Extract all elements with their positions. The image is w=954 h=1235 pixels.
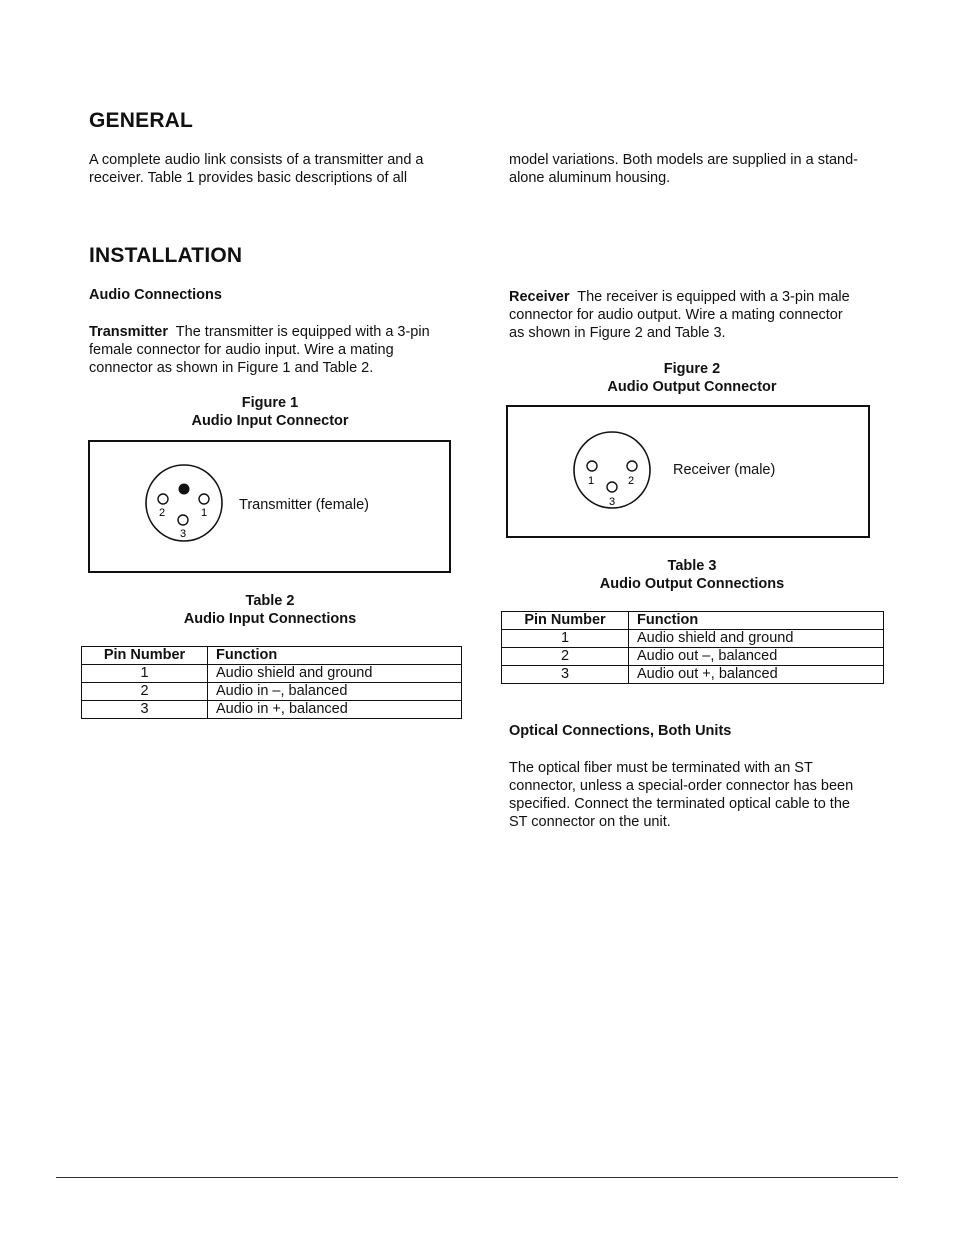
- pin-3-label: 3: [180, 528, 187, 540]
- transmitter-paragraph: [89, 323, 454, 377]
- transmitter-lead: Transmitter: [89, 324, 168, 340]
- pin-2-label: 2: [628, 475, 635, 487]
- receiver-text: The receiver is equipped with a 3-pin male connector for audio output. Wire a mating connector as shown in Figure 2 and Table 3.: [509, 289, 850, 341]
- optical-connections-text: The optical fiber must be terminated with an ST connector, unless a special-order connector has been specified. Connect the terminated optical cable to the ST connector on the unit.: [509, 760, 854, 830]
- function-cell: Audio out +, balanced: [629, 666, 884, 684]
- pin-1-hole: [199, 494, 209, 504]
- pin-2: [627, 461, 637, 471]
- function-cell: Audio shield and ground: [629, 630, 884, 648]
- figure2-number: Figure 2: [663, 361, 721, 377]
- figure2-title: Audio Output Connector: [607, 379, 777, 395]
- pin-number-cell: 3: [502, 666, 629, 684]
- pin-3: [607, 482, 617, 492]
- figure2-box: [506, 405, 870, 538]
- pin-1-label: 1: [588, 475, 595, 487]
- general-text-left: A complete audio link consists of a transmitter and a receiver. Table 1 provides basic descriptions of all: [89, 152, 424, 186]
- pin-1: [587, 461, 597, 471]
- table-row: [82, 701, 462, 719]
- column-header: Function: [629, 612, 884, 630]
- table-row: [82, 665, 462, 683]
- table2-caption: [89, 592, 451, 628]
- optical-connections-heading: Optical Connections, Both Units: [509, 723, 732, 739]
- table-row: [502, 648, 884, 666]
- female-xlr-connector-icon: [143, 461, 225, 545]
- function-cell: Audio shield and ground: [208, 665, 462, 683]
- pin-number-cell: 3: [82, 701, 208, 719]
- figure1-title: Audio Input Connector: [191, 413, 349, 429]
- function-cell: Audio in –, balanced: [208, 683, 462, 701]
- pin-3-hole: [178, 515, 188, 525]
- figure1-number: Figure 1: [241, 395, 299, 411]
- table-row: [502, 666, 884, 684]
- table2-number: Table 2: [245, 593, 295, 609]
- table3-caption: [507, 557, 877, 593]
- pin-1-label: 1: [201, 507, 208, 519]
- receiver-lead: Receiver: [509, 289, 570, 305]
- footer-rule: [56, 1177, 898, 1178]
- figure1-label: Transmitter (female): [239, 497, 369, 513]
- pin-number-cell: 2: [502, 648, 629, 666]
- table3-title: Audio Output Connections: [599, 576, 785, 592]
- general-heading: GENERAL: [89, 109, 194, 132]
- table-row: [82, 683, 462, 701]
- table3-number: Table 3: [667, 558, 717, 574]
- column-header: Pin Number: [82, 647, 208, 665]
- transmitter-text: The transmitter is equipped with a 3-pin female connector for audio input. Wire a mating connector as shown in Figure 1 and Table 2.: [89, 324, 430, 376]
- pin-number-cell: 1: [502, 630, 629, 648]
- pin-number-cell: 1: [82, 665, 208, 683]
- table2: [81, 646, 462, 719]
- table3: [501, 611, 884, 684]
- installation-heading: INSTALLATION: [89, 244, 243, 267]
- function-cell: Audio in +, balanced: [208, 701, 462, 719]
- pin-number-cell: 2: [82, 683, 208, 701]
- column-header: Function: [208, 647, 462, 665]
- column-header: Pin Number: [502, 612, 629, 630]
- figure2-label: Receiver (male): [673, 462, 776, 478]
- table-header-row: [502, 612, 884, 630]
- pin-3-label: 3: [609, 496, 616, 508]
- key-dot: [179, 484, 190, 495]
- figure1-box: [88, 440, 451, 573]
- table-row: [502, 630, 884, 648]
- table-header-row: [82, 647, 462, 665]
- general-text-right: model variations. Both models are supplied in a stand-alone aluminum housing.: [509, 152, 858, 186]
- figure2-caption: [507, 360, 877, 396]
- function-cell: Audio out –, balanced: [629, 648, 884, 666]
- receiver-paragraph: [509, 288, 859, 342]
- pin-2-label: 2: [159, 507, 166, 519]
- table2-title: Audio Input Connections: [183, 611, 357, 627]
- audio-connections-heading: Audio Connections: [89, 287, 222, 303]
- pin-2-hole: [158, 494, 168, 504]
- figure1-caption: [89, 394, 451, 430]
- male-xlr-connector-icon: [571, 428, 653, 512]
